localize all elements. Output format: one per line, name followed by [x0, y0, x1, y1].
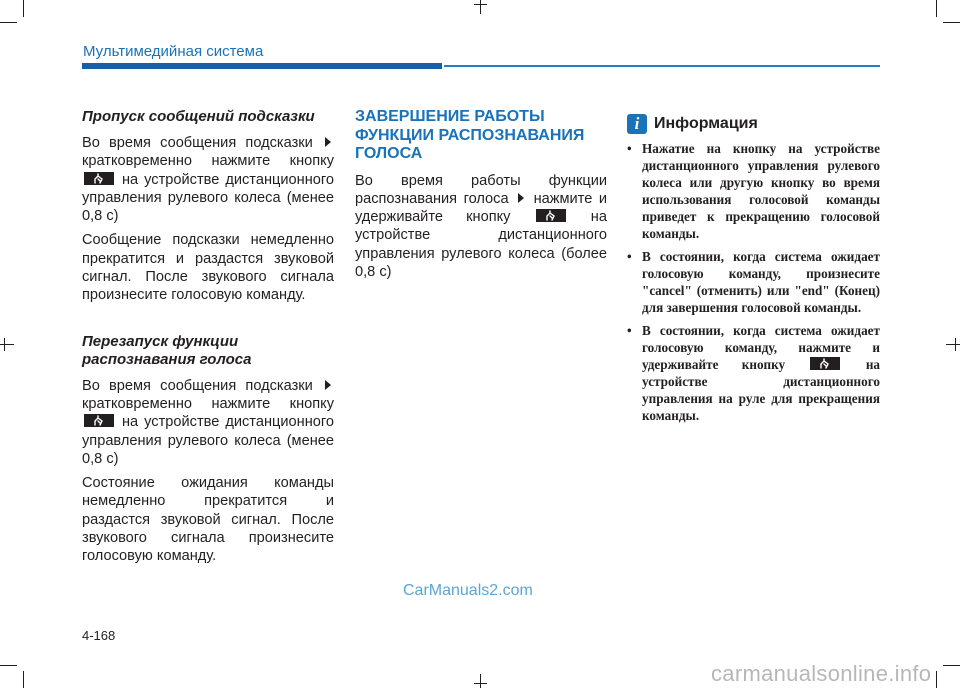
crop-mark	[474, 683, 487, 684]
text-span: кратковременно нажмите кнопку	[82, 153, 334, 170]
text-span: на устройстве дистанционного управления рулевого колеса (более 0,8 с)	[355, 209, 607, 280]
text-span: на устройстве дистанционного управления на руле для прекращения команды.	[642, 357, 881, 423]
voice-talk-button-icon	[84, 172, 114, 185]
crop-mark	[943, 22, 960, 23]
footer-watermark: carmanualsonline.info	[711, 661, 932, 686]
info-item: • В состоянии, когда система ожидает голосовую команду, произнесите "cancel" (отменить) или "end" (Конец) для завершения голосовой команды.	[627, 248, 880, 316]
info-box	[627, 114, 880, 430]
info-item: • Нажатие на кнопку на устройстве дистанционного управления рулевого колеса или другую кнопку во время использования голосовой команды приведет к прекращению голосовой команды.	[627, 140, 880, 242]
text-span: Во время работы функции распознавания голоса	[355, 172, 607, 207]
crop-mark	[0, 665, 17, 666]
text-span: Во время сообщения подсказки	[82, 135, 313, 151]
crop-mark	[943, 665, 960, 666]
crop-mark	[480, 674, 481, 688]
play-triangle-icon	[325, 137, 331, 147]
header-rule-light	[444, 65, 880, 67]
skip-prompt-result: Сообщение подсказки немедленно прекратится и раздастся звуковой сигнал. После звукового сигнала произнесите голосовую команду.	[82, 232, 334, 304]
voice-talk-button-icon	[536, 209, 566, 222]
play-triangle-icon	[325, 380, 331, 390]
crop-mark	[480, 0, 481, 14]
text-span: Во время сообщения подсказки	[82, 377, 313, 394]
info-header	[627, 114, 880, 134]
page-number: 4-168	[82, 628, 116, 643]
skip-prompt-heading: Пропуск сообщений подсказки	[82, 108, 315, 125]
crop-mark	[0, 22, 17, 23]
crop-mark	[4, 338, 5, 351]
info-list	[627, 140, 880, 424]
middle-column	[355, 108, 607, 287]
crop-mark	[955, 338, 956, 351]
crop-mark	[474, 4, 487, 5]
text-span: В состоянии, когда система ожидает голосовую команду, нажмите и удерживайте кнопку	[642, 323, 880, 372]
restart-recognition-result: Состояние ожидания команды немедленно прекратится и раздастся звуковой сигнал. После звукового сигнала произнесите голосовую команду.	[82, 475, 334, 565]
end-recognition-instruction	[355, 172, 607, 282]
skip-prompt-instruction	[82, 134, 334, 225]
watermark-link[interactable]: CarManuals2.com	[403, 582, 533, 599]
info-icon: i	[627, 114, 647, 134]
section-header-title: Мультимедийная система	[83, 43, 264, 60]
text-span: нажмите и удерживайте кнопку	[355, 190, 607, 226]
info-item	[627, 322, 880, 424]
info-title: Информация	[654, 114, 758, 132]
header-rule-dark	[82, 63, 442, 69]
left-column	[82, 108, 334, 572]
crop-mark	[936, 0, 937, 17]
text-span: на устройстве дистанционного управления рулевого колеса (менее 0,8 с)	[82, 414, 334, 467]
end-recognition-heading: ЗАВЕРШЕНИЕ РАБОТЫ ФУНКЦИИ РАСПОЗНАВАНИЯ ГОЛОСА	[355, 108, 585, 162]
text-span: кратковременно нажмите кнопку	[82, 395, 334, 412]
text-span: на устройстве дистанционного управления рулевого колеса (менее 0,8 с)	[82, 171, 334, 225]
voice-talk-button-icon	[84, 414, 114, 427]
spacer	[82, 311, 334, 333]
restart-recognition-instruction	[82, 377, 334, 468]
crop-mark	[23, 0, 24, 17]
crop-mark	[936, 671, 937, 688]
voice-talk-button-icon	[810, 357, 840, 370]
restart-recognition-heading: Перезапуск функции распознавания голоса	[82, 332, 252, 368]
crop-mark	[946, 344, 960, 345]
play-triangle-icon	[518, 193, 524, 203]
crop-mark	[23, 671, 24, 688]
crop-mark	[0, 344, 14, 345]
